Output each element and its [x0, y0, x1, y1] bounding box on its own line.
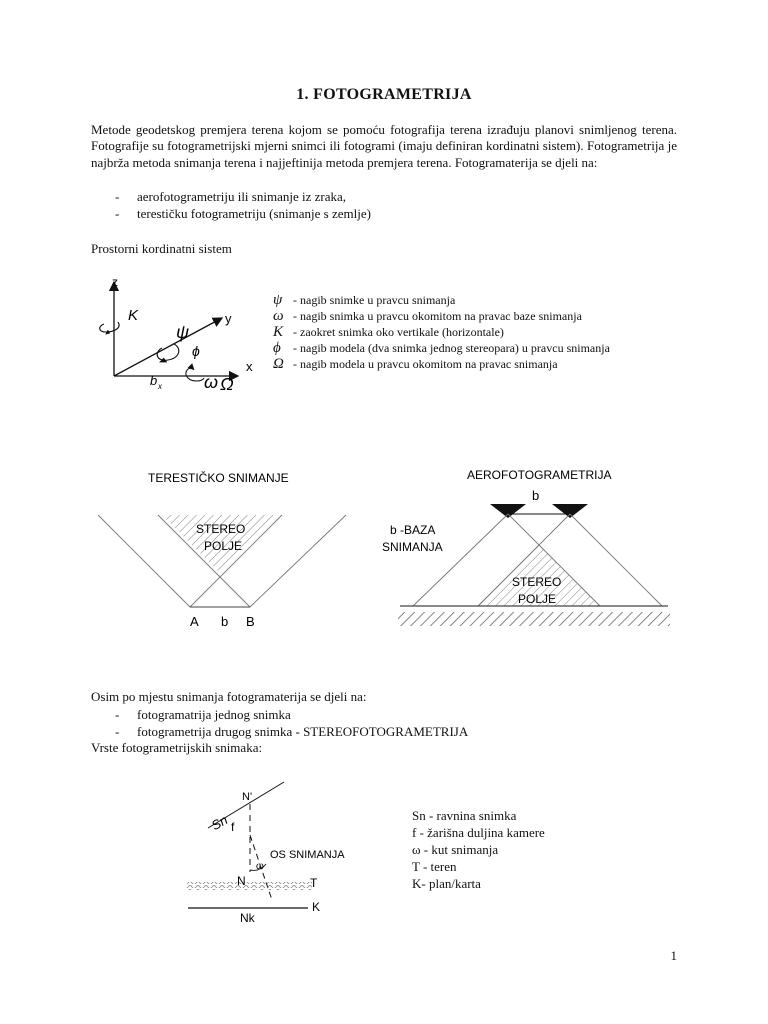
- terrestrial-diagram: [90, 460, 360, 640]
- right-ray-b: [250, 515, 346, 607]
- sn-symbol: Sn: [208, 812, 231, 834]
- psi-label: ψ: [176, 322, 190, 342]
- shot-legend-omega: ω - kut snimanja: [412, 842, 499, 857]
- angle-legend-omega: ω - nagib snimka u pravcu okomitom na pravac baze snimanja: [273, 308, 582, 324]
- z-label: z: [112, 275, 118, 289]
- angle-legend-phi: ϕ - nagib modela (dva snimka jednog stereopara) u pravcu snimanja: [273, 340, 610, 356]
- aerial-baza-label-1: b -BAZA: [390, 523, 436, 537]
- aerial-diagram: [378, 460, 678, 635]
- n-prime-label: N': [242, 791, 253, 803]
- t-label: T: [310, 876, 318, 890]
- types-heading: Vrste fotogrametrijskih snimaka:: [91, 740, 263, 755]
- omega-label: ω: [204, 372, 219, 392]
- page-title: 1. FOTOGRAMETRIJA: [296, 86, 472, 103]
- omega-angle-label: ω: [256, 861, 264, 872]
- terrestrial-polje-label: POLJE: [204, 539, 243, 553]
- k-label: K: [312, 900, 321, 914]
- point-a-label: A: [190, 614, 199, 629]
- aerial-title: AEROFOTOGRAMETRIJA: [467, 468, 612, 482]
- terrain-strip: [186, 882, 312, 890]
- kappa-label: K: [128, 307, 139, 324]
- aerial-base-b-label: b: [532, 488, 540, 503]
- os-snimanja-label: OS SNIMANJA: [270, 849, 345, 861]
- aerial-baza-label-2: SNIMANJA: [382, 540, 443, 554]
- terrestrial-title: TERESTIČKO SNIMANJE: [148, 471, 289, 485]
- point-b-label: B: [246, 614, 255, 629]
- aerial-stereo-label: STEREO: [512, 575, 562, 589]
- Omega-label: Ω: [220, 374, 234, 394]
- axes-diagram: [88, 272, 270, 400]
- angle-legend-Omega: Ω - nagib modela u pravcu okomitom na pravac snimanja: [273, 356, 558, 372]
- nk-label: Nk: [240, 911, 255, 925]
- terrestrial-stereo-label: STEREO: [196, 522, 246, 536]
- phi-label: ϕ: [192, 343, 200, 359]
- aerial-polje-label: POLJE: [518, 592, 557, 606]
- x-label: x: [246, 359, 253, 374]
- angle-legend-kappa: K - zaokret snimka oko vertikale (horizontale): [273, 324, 504, 340]
- shot-legend-k: K- plan/karta: [412, 876, 481, 891]
- section2-intro: Osim po mjestu snimanja fotogramaterija se djeli na:: [91, 689, 367, 704]
- shot-legend-sn: Sn - ravnina snimka: [412, 808, 517, 823]
- base-b-label: b: [221, 614, 229, 629]
- shot-legend: [412, 807, 545, 892]
- y-label: y: [225, 311, 232, 326]
- y-axis: [114, 318, 222, 376]
- camera-left-icon: [490, 504, 526, 518]
- camera-right-icon: [552, 504, 588, 518]
- kappa-rotation-icon: [100, 322, 119, 332]
- angle-legend: [273, 292, 610, 372]
- bx-subscript: x: [158, 382, 162, 391]
- shot-legend-f: f - žarišna duljina kamere: [412, 825, 545, 840]
- bx-label: b: [150, 373, 158, 388]
- shot-diagram: [180, 780, 380, 925]
- aerial-ground-hatch: [398, 612, 670, 626]
- angle-legend-psi: ψ - nagib snimke u pravcu snimanja: [273, 292, 456, 308]
- n-label: N: [237, 874, 246, 888]
- coord-heading: Prostorni kordinatni sistem: [91, 241, 232, 256]
- shot-legend-t: T - teren: [412, 859, 457, 874]
- page-number: 1: [670, 948, 677, 963]
- focal-length-label: f: [231, 820, 235, 834]
- omega-rotation-icon: [186, 368, 204, 381]
- intro-paragraph: Metode geodetskog premjera terena kojom se pomoću fotografija terena izrađuju planovi snimljenog terena. Fotografije su fotogrametrijski mjerni snimci ili fotogrami (imaju definiran kordinatni sistem). Fotogrametrija je najbrža metoda snimanja terena i najjeftinija metoda premjera terena. Fotogramaterija se djeli na:: [91, 122, 677, 170]
